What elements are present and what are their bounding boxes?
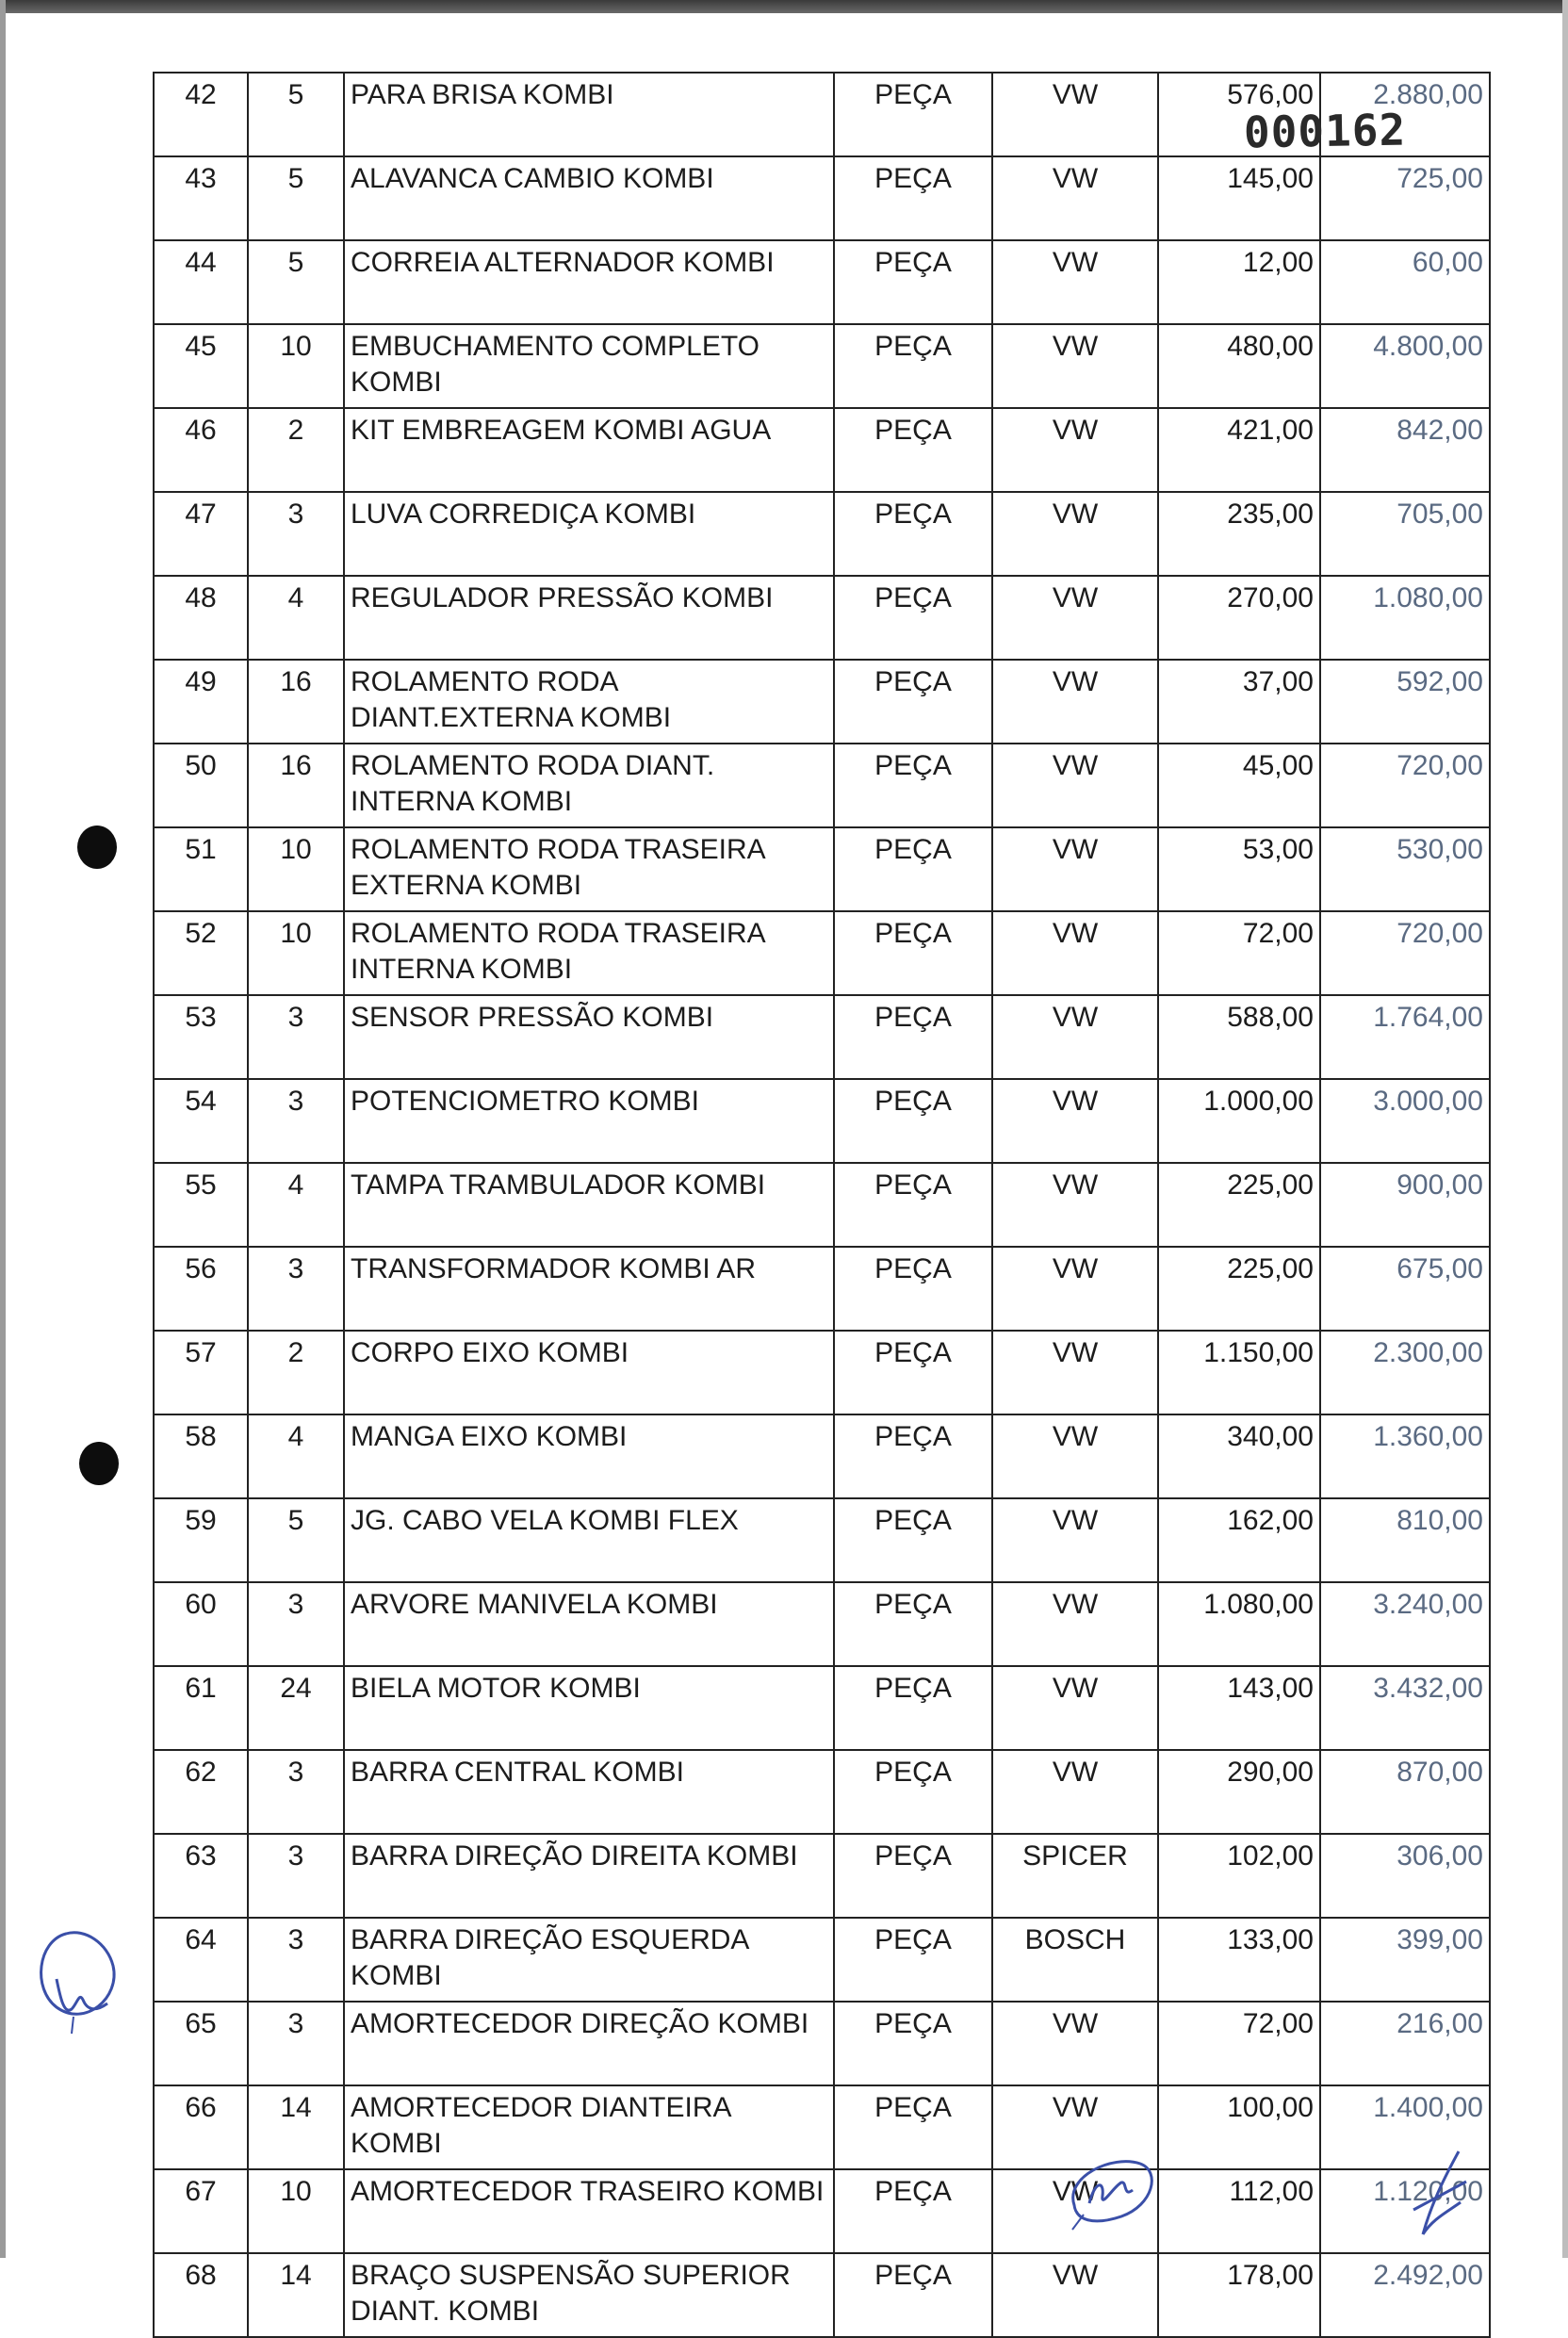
table-row bbox=[154, 2002, 1490, 2085]
quantity-cell: 3 bbox=[248, 492, 344, 576]
quantity-cell: 2 bbox=[248, 408, 344, 492]
total-cell: 705,00 bbox=[1320, 492, 1490, 576]
total-cell: 810,00 bbox=[1320, 1498, 1490, 1582]
quantity-cell: 24 bbox=[248, 1666, 344, 1750]
brand-cell: SPICER bbox=[992, 1834, 1158, 1918]
initials-signature-bottom bbox=[1055, 2149, 1168, 2233]
brand-cell: VW bbox=[992, 1163, 1158, 1247]
brand-cell: VW bbox=[992, 576, 1158, 660]
unit-cell: PEÇA bbox=[834, 492, 992, 576]
unit-price-cell: 225,00 bbox=[1158, 1247, 1320, 1331]
total-cell: 3.240,00 bbox=[1320, 1582, 1490, 1666]
description-cell: BIELA MOTOR KOMBI bbox=[344, 1666, 834, 1750]
total-cell: 4.800,00 bbox=[1320, 324, 1490, 408]
item-number-cell: 65 bbox=[154, 2002, 248, 2085]
description-cell: ROLAMENTO RODA TRASEIRA EXTERNA KOMBI bbox=[344, 827, 834, 911]
quantity-cell: 2 bbox=[248, 1331, 344, 1414]
brand-cell: VW bbox=[992, 408, 1158, 492]
description-cell: EMBUCHAMENTO COMPLETO KOMBI bbox=[344, 324, 834, 408]
table-row bbox=[154, 1498, 1490, 1582]
quantity-cell: 5 bbox=[248, 73, 344, 156]
unit-cell: PEÇA bbox=[834, 1750, 992, 1834]
description-cell: ROLAMENTO RODA DIANT. INTERNA KOMBI bbox=[344, 744, 834, 827]
unit-price-cell: 480,00 bbox=[1158, 324, 1320, 408]
total-cell: 1.400,00 bbox=[1320, 2085, 1490, 2169]
total-cell: 1.120,00 bbox=[1320, 2169, 1490, 2253]
unit-price-cell: 1.000,00 bbox=[1158, 1079, 1320, 1163]
total-cell: 530,00 bbox=[1320, 827, 1490, 911]
total-cell: 1.764,00 bbox=[1320, 995, 1490, 1079]
table-row bbox=[154, 1414, 1490, 1498]
table-row bbox=[154, 1079, 1490, 1163]
unit-price-cell: 1.150,00 bbox=[1158, 1331, 1320, 1414]
quantity-cell: 4 bbox=[248, 1163, 344, 1247]
item-number-cell: 58 bbox=[154, 1414, 248, 1498]
table-row bbox=[154, 911, 1490, 995]
table-row bbox=[154, 240, 1490, 324]
description-cell: BRAÇO SUSPENSÃO SUPERIOR DIANT. KOMBI bbox=[344, 2253, 834, 2337]
description-cell: AMORTECEDOR TRASEIRO KOMBI bbox=[344, 2169, 834, 2253]
brand-cell: VW bbox=[992, 744, 1158, 827]
brand-cell: VW bbox=[992, 1247, 1158, 1331]
total-cell: 870,00 bbox=[1320, 1750, 1490, 1834]
scan-top-edge bbox=[0, 0, 1568, 13]
item-number-cell: 54 bbox=[154, 1079, 248, 1163]
item-number-cell: 63 bbox=[154, 1834, 248, 1918]
unit-price-cell: 112,00 bbox=[1158, 2169, 1320, 2253]
total-cell: 900,00 bbox=[1320, 1163, 1490, 1247]
table-row bbox=[154, 660, 1490, 744]
brand-cell: VW bbox=[992, 324, 1158, 408]
quantity-cell: 5 bbox=[248, 240, 344, 324]
brand-cell: VW bbox=[992, 156, 1158, 240]
table-row bbox=[154, 1247, 1490, 1331]
brand-cell: BOSCH bbox=[992, 1918, 1158, 2002]
item-number-cell: 57 bbox=[154, 1331, 248, 1414]
unit-cell: PEÇA bbox=[834, 1834, 992, 1918]
description-cell: SENSOR PRESSÃO KOMBI bbox=[344, 995, 834, 1079]
item-number-cell: 66 bbox=[154, 2085, 248, 2169]
unit-cell: PEÇA bbox=[834, 1079, 992, 1163]
total-cell: 2.300,00 bbox=[1320, 1331, 1490, 1414]
table-row bbox=[154, 1163, 1490, 1247]
quantity-cell: 10 bbox=[248, 324, 344, 408]
item-number-cell: 64 bbox=[154, 1918, 248, 2002]
table-row bbox=[154, 1331, 1490, 1414]
item-number-cell: 67 bbox=[154, 2169, 248, 2253]
unit-cell: PEÇA bbox=[834, 240, 992, 324]
item-number-cell: 50 bbox=[154, 744, 248, 827]
item-number-cell: 60 bbox=[154, 1582, 248, 1666]
table-row bbox=[154, 1666, 1490, 1750]
unit-cell: PEÇA bbox=[834, 1918, 992, 2002]
items-table-body bbox=[154, 73, 1490, 2337]
total-cell: 675,00 bbox=[1320, 1247, 1490, 1331]
item-number-cell: 59 bbox=[154, 1498, 248, 1582]
unit-cell: PEÇA bbox=[834, 2085, 992, 2169]
unit-price-cell: 225,00 bbox=[1158, 1163, 1320, 1247]
total-cell: 720,00 bbox=[1320, 744, 1490, 827]
brand-cell: VW bbox=[992, 73, 1158, 156]
table-row bbox=[154, 744, 1490, 827]
description-cell: CORPO EIXO KOMBI bbox=[344, 1331, 834, 1414]
description-cell: POTENCIOMETRO KOMBI bbox=[344, 1079, 834, 1163]
brand-cell: VW bbox=[992, 1079, 1158, 1163]
total-cell: 1.360,00 bbox=[1320, 1414, 1490, 1498]
quantity-cell: 3 bbox=[248, 1834, 344, 1918]
brand-cell: VW bbox=[992, 995, 1158, 1079]
brand-cell: VW bbox=[992, 2253, 1158, 2337]
description-cell: AMORTECEDOR DIREÇÃO KOMBI bbox=[344, 2002, 834, 2085]
item-number-cell: 45 bbox=[154, 324, 248, 408]
quantity-cell: 3 bbox=[248, 1582, 344, 1666]
unit-price-cell: 162,00 bbox=[1158, 1498, 1320, 1582]
description-cell: JG. CABO VELA KOMBI FLEX bbox=[344, 1498, 834, 1582]
scan-right-edge bbox=[1562, 0, 1568, 2258]
unit-cell: PEÇA bbox=[834, 156, 992, 240]
unit-price-cell: 145,00 bbox=[1158, 156, 1320, 240]
unit-price-cell: 102,00 bbox=[1158, 1834, 1320, 1918]
unit-price-cell: 1.080,00 bbox=[1158, 1582, 1320, 1666]
description-cell: BARRA DIREÇÃO DIREITA KOMBI bbox=[344, 1834, 834, 1918]
item-number-cell: 68 bbox=[154, 2253, 248, 2337]
brand-cell: VW bbox=[992, 1498, 1158, 1582]
total-cell: 60,00 bbox=[1320, 240, 1490, 324]
unit-price-cell: 290,00 bbox=[1158, 1750, 1320, 1834]
item-number-cell: 46 bbox=[154, 408, 248, 492]
quantity-cell: 5 bbox=[248, 156, 344, 240]
unit-price-cell: 270,00 bbox=[1158, 576, 1320, 660]
description-cell: TAMPA TRAMBULADOR KOMBI bbox=[344, 1163, 834, 1247]
quantity-cell: 3 bbox=[248, 2002, 344, 2085]
table-row bbox=[154, 1582, 1490, 1666]
brand-cell: VW bbox=[992, 1414, 1158, 1498]
quantity-cell: 10 bbox=[248, 2169, 344, 2253]
table-row bbox=[154, 408, 1490, 492]
quantity-cell: 16 bbox=[248, 660, 344, 744]
description-cell: REGULADOR PRESSÃO KOMBI bbox=[344, 576, 834, 660]
unit-price-cell: 576,00 bbox=[1158, 73, 1320, 156]
page-number-stamp: 000162 bbox=[1243, 104, 1407, 158]
item-number-cell: 43 bbox=[154, 156, 248, 240]
description-cell: BARRA DIREÇÃO ESQUERDA KOMBI bbox=[344, 1918, 834, 2002]
table-row bbox=[154, 2085, 1490, 2169]
item-number-cell: 52 bbox=[154, 911, 248, 995]
total-cell: 3.000,00 bbox=[1320, 1079, 1490, 1163]
description-cell: BARRA CENTRAL KOMBI bbox=[344, 1750, 834, 1834]
item-number-cell: 49 bbox=[154, 660, 248, 744]
table-row bbox=[154, 576, 1490, 660]
description-cell: AMORTECEDOR DIANTEIRA KOMBI bbox=[344, 2085, 834, 2169]
quantity-cell: 14 bbox=[248, 2253, 344, 2337]
brand-cell: VW bbox=[992, 827, 1158, 911]
unit-cell: PEÇA bbox=[834, 660, 992, 744]
unit-price-cell: 421,00 bbox=[1158, 408, 1320, 492]
item-number-cell: 42 bbox=[154, 73, 248, 156]
quantity-cell: 5 bbox=[248, 1498, 344, 1582]
unit-cell: PEÇA bbox=[834, 744, 992, 827]
table-row bbox=[154, 1918, 1490, 2002]
unit-cell: PEÇA bbox=[834, 1582, 992, 1666]
brand-cell: VW bbox=[992, 911, 1158, 995]
total-cell: 306,00 bbox=[1320, 1834, 1490, 1918]
brand-cell: VW bbox=[992, 1331, 1158, 1414]
item-number-cell: 48 bbox=[154, 576, 248, 660]
table-row bbox=[154, 827, 1490, 911]
brand-cell: VW bbox=[992, 1750, 1158, 1834]
description-cell: MANGA EIXO KOMBI bbox=[344, 1414, 834, 1498]
punch-hole-lower bbox=[79, 1442, 119, 1485]
item-number-cell: 51 bbox=[154, 827, 248, 911]
description-cell: ARVORE MANIVELA KOMBI bbox=[344, 1582, 834, 1666]
total-cell: 725,00 bbox=[1320, 156, 1490, 240]
unit-price-cell: 143,00 bbox=[1158, 1666, 1320, 1750]
brand-cell: VW bbox=[992, 240, 1158, 324]
description-cell: KIT EMBREAGEM KOMBI AGUA bbox=[344, 408, 834, 492]
description-cell: CORREIA ALTERNADOR KOMBI bbox=[344, 240, 834, 324]
total-cell: 842,00 bbox=[1320, 408, 1490, 492]
quantity-cell: 3 bbox=[248, 1079, 344, 1163]
brand-cell: VW bbox=[992, 660, 1158, 744]
unit-price-cell: 178,00 bbox=[1158, 2253, 1320, 2337]
item-number-cell: 53 bbox=[154, 995, 248, 1079]
total-cell: 216,00 bbox=[1320, 2002, 1490, 2085]
total-cell: 1.080,00 bbox=[1320, 576, 1490, 660]
description-cell: ALAVANCA CAMBIO KOMBI bbox=[344, 156, 834, 240]
table-row bbox=[154, 995, 1490, 1079]
brand-cell: VW bbox=[992, 2002, 1158, 2085]
initials-signature-left bbox=[28, 1922, 132, 2036]
table-row bbox=[154, 2253, 1490, 2337]
unit-price-cell: 588,00 bbox=[1158, 995, 1320, 1079]
unit-cell: PEÇA bbox=[834, 911, 992, 995]
quantity-cell: 3 bbox=[248, 1750, 344, 1834]
brand-cell: VW bbox=[992, 2085, 1158, 2169]
description-cell: ROLAMENTO RODA DIANT.EXTERNA KOMBI bbox=[344, 660, 834, 744]
description-cell: PARA BRISA KOMBI bbox=[344, 73, 834, 156]
total-cell: 3.432,00 bbox=[1320, 1666, 1490, 1750]
unit-cell: PEÇA bbox=[834, 995, 992, 1079]
table-row bbox=[154, 324, 1490, 408]
brand-cell: VW bbox=[992, 492, 1158, 576]
item-number-cell: 47 bbox=[154, 492, 248, 576]
unit-price-cell: 133,00 bbox=[1158, 1918, 1320, 2002]
table-row bbox=[154, 156, 1490, 240]
table-row bbox=[154, 2169, 1490, 2253]
brand-cell: VW bbox=[992, 1666, 1158, 1750]
unit-price-cell: 12,00 bbox=[1158, 240, 1320, 324]
brand-cell: VW bbox=[992, 2169, 1158, 2253]
quantity-cell: 10 bbox=[248, 911, 344, 995]
quantity-cell: 14 bbox=[248, 2085, 344, 2169]
description-cell: ROLAMENTO RODA TRASEIRA INTERNA KOMBI bbox=[344, 911, 834, 995]
total-cell: 720,00 bbox=[1320, 911, 1490, 995]
unit-price-cell: 72,00 bbox=[1158, 911, 1320, 995]
table-row bbox=[154, 492, 1490, 576]
unit-cell: PEÇA bbox=[834, 827, 992, 911]
unit-cell: PEÇA bbox=[834, 1163, 992, 1247]
unit-cell: PEÇA bbox=[834, 2002, 992, 2085]
quantity-cell: 3 bbox=[248, 1918, 344, 2002]
description-cell: TRANSFORMADOR KOMBI AR bbox=[344, 1247, 834, 1331]
unit-cell: PEÇA bbox=[834, 73, 992, 156]
quantity-cell: 10 bbox=[248, 827, 344, 911]
brand-cell: VW bbox=[992, 1582, 1158, 1666]
unit-cell: PEÇA bbox=[834, 324, 992, 408]
total-cell: 592,00 bbox=[1320, 660, 1490, 744]
table-row bbox=[154, 1750, 1490, 1834]
unit-price-cell: 340,00 bbox=[1158, 1414, 1320, 1498]
unit-cell: PEÇA bbox=[834, 2169, 992, 2253]
unit-cell: PEÇA bbox=[834, 1666, 992, 1750]
unit-price-cell: 235,00 bbox=[1158, 492, 1320, 576]
item-number-cell: 44 bbox=[154, 240, 248, 324]
quantity-cell: 4 bbox=[248, 1414, 344, 1498]
total-cell: 2.880,00 bbox=[1320, 73, 1490, 156]
total-cell: 2.492,00 bbox=[1320, 2253, 1490, 2337]
unit-cell: PEÇA bbox=[834, 2253, 992, 2337]
punch-hole-upper bbox=[77, 826, 117, 869]
item-number-cell: 61 bbox=[154, 1666, 248, 1750]
unit-price-cell: 37,00 bbox=[1158, 660, 1320, 744]
quantity-cell: 4 bbox=[248, 576, 344, 660]
quantity-cell: 3 bbox=[248, 1247, 344, 1331]
unit-price-cell: 45,00 bbox=[1158, 744, 1320, 827]
total-cell: 399,00 bbox=[1320, 1918, 1490, 2002]
description-cell: LUVA CORREDIÇA KOMBI bbox=[344, 492, 834, 576]
unit-cell: PEÇA bbox=[834, 408, 992, 492]
unit-cell: PEÇA bbox=[834, 1414, 992, 1498]
unit-price-cell: 100,00 bbox=[1158, 2085, 1320, 2169]
quantity-cell: 16 bbox=[248, 744, 344, 827]
unit-cell: PEÇA bbox=[834, 1247, 992, 1331]
unit-cell: PEÇA bbox=[834, 1498, 992, 1582]
item-number-cell: 62 bbox=[154, 1750, 248, 1834]
items-table bbox=[153, 72, 1491, 2338]
item-number-cell: 55 bbox=[154, 1163, 248, 1247]
unit-cell: PEÇA bbox=[834, 576, 992, 660]
initials-signature-right bbox=[1404, 2144, 1479, 2248]
unit-cell: PEÇA bbox=[834, 1331, 992, 1414]
scan-left-edge bbox=[0, 0, 6, 2258]
unit-price-cell: 72,00 bbox=[1158, 2002, 1320, 2085]
quantity-cell: 3 bbox=[248, 995, 344, 1079]
table-row bbox=[154, 1834, 1490, 1918]
item-number-cell: 56 bbox=[154, 1247, 248, 1331]
unit-price-cell: 53,00 bbox=[1158, 827, 1320, 911]
